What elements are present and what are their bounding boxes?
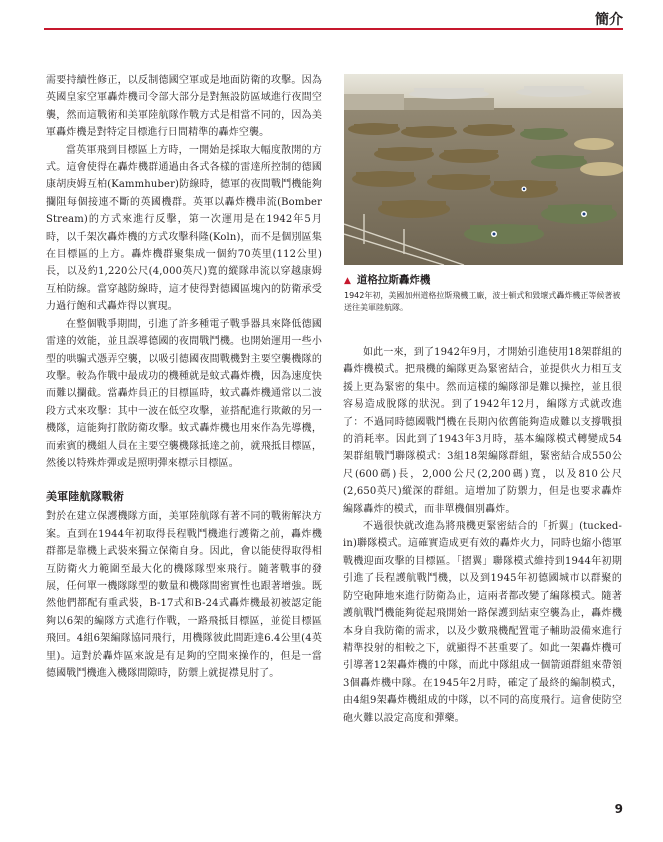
paragraph: 不過很快就改進為將飛機更緊密結合的「折翼」(tucked-in)聯隊模式。這確實造成更有效的轟炸火力，同時也縮小德軍戰機迎面攻擊的目標區。「摺翼」聯隊模式維持到1944年初期引進了長程護航戰鬥機，以及到1945年初德國城市以群聚的防空砲陣地來進行防衛為止，這兩者都改變了編隊模式。隨著護航戰鬥機能夠從起飛開始一路保護到結束空襲為止，轟炸機本身自我防衛的需求，以及少數飛機配置電子輔助設備來進行精準投射的相較之下，就顯得不甚重要了。如此一架轟炸機可引導著12架轟炸機的中隊，而此中隊組成一個箭頭群組來帶領3個轟炸機中隊。在1945年2月時，確定了最終的編制模式，由4組9架轟炸機組成的中隊，以不同的高度飛行。這會使防空砲火難以設定高度和彈藥。 — [343, 521, 622, 724]
photo-caption-title — [344, 272, 430, 287]
header-rule — [44, 28, 623, 30]
left-text-column — [46, 72, 322, 682]
page-number: 9 — [614, 802, 623, 816]
triangle-marker-icon: ▲ — [344, 276, 351, 286]
paragraph: 在整個戰爭期間，引進了許多種電子戰爭器具來降低德國雷達的效能，並且誤導德國的夜間戰鬥機。也開始運用一些小型的哄騙式憑弄空襲，以吸引德國夜間戰機對主要空襲機隊的攻擊。較為作戰中最成功的機種就是蚊式轟炸機，因為速度快而難以攔截。當轟炸員正的目標區時，蚊式轟炸機通常以二波段方式來攻擊：其中一波在低空攻擊，並搭配進行欺敵的另一機隊，這能夠打散防衛攻擊。蚊式轟炸機也用來作為先導機，而索賓的機組人員在主要空襲機隊抵達之前，就飛抵目標區，然後以特殊炸彈或是照明彈來標示目標區。 — [46, 318, 322, 469]
paragraph: 當英軍飛到目標區上方時，一開始是採取大幅度散開的方式。這會使得在轟炸機群通過由各式各樣的雷達所控制的德國康胡庚姆互柏(Kammhuber)防線時，德軍的夜間戰鬥機能夠攔阻每個接連不斷的英國機群。英軍以轟炸機串流(Bomber Stream)的方式來進行反擊，第一次運用是在1942年5月時，以千架次轟炸機的方式攻擊科隆(Koln)，而不是個別區集在目標區的上方。轟炸機群聚集成一個約70英里(112公里)長，以及約1,220公尺(4,000英尺)寬的縱隊串流以穿越康姆互柏防線。當穿越防線時，這才使得對德國區塊內的防衛承受力過行飽和式轟炸得以實現。 — [46, 144, 322, 313]
airfield-photo — [344, 74, 623, 265]
paragraph: 如此一來，到了1942年9月，才開始引進使用18架群組的轟炸機模式。把飛機的編隊更為緊密結合，並提供火力相互支援上更為緊密的集中。然而這樣的編隊卻是難以操控，並且很容易造成脫隊的狀況。到了1942年12月，編隊方式就改進了：不過同時德國戰鬥機在長期內依舊能夠造成難以支撐戰損的消耗率。因此到了1943年3月時，基本編隊模式轉變成54架群組戰鬥聯隊模式：3組18架編隊群組，緊密結合成550公尺(600碼)長，2,000公尺(2,200碼)寬，以及810公尺(2,650英尺)縱深的群組。這增加了防禦力，但是也要求轟炸編隊轟炸的模式，而非單機個別轟炸。 — [343, 347, 622, 515]
paragraph: 對於在建立保護機隊方面，美軍陸航隊有著不同的戰術解決方案。直到在1944年初取得長程戰鬥機進行護衛之前，轟炸機群都是靠機上武裝來獨立保衛自身。因此，會以能使得取得相互防衛火力範圍至最大化的機隊隊型來飛行。隨著戰事的發展，任何單一機隊隊型的數量和機隊間密實性也跟著增強。既然他們都配有重武裝，B-17式和B-24式轟炸機最初被認定能夠以6架的編隊方式進行作戰，一路飛抵目標區，並從目標區飛回。4組6架編隊協同飛行，用機隊彼此間距達6.4公里(4英里)。這對於轟炸區來說是有足夠的空間來操作的，但是一當德國戰鬥機進入機隊間隙時，防禦上就捉襟見肘了。 — [46, 511, 322, 679]
paragraph: 需要持續性修正，以反制德國空軍或是地面防衛的攻擊。因為英國皇家空軍轟炸機司令部大部分是對無設防區域進行夜間空襲，然而這戰術和美軍陸航隊作戰方式是相當不同的，因為美軍轟炸機是對特定目標進行日間精準的轟炸空襲。 — [46, 75, 322, 139]
section-heading: 美軍陸航隊戰術 — [46, 490, 125, 504]
page-header-title: 簡介 — [595, 12, 623, 28]
caption-title-text: 道格拉斯轟炸機 — [356, 274, 431, 286]
right-text-column — [343, 344, 622, 727]
photo-caption-text: 1942年初，美國加州道格拉斯飛機工廠，波士頓式和毀壞式轟炸機正等候著被送往美軍陸航隊。 — [344, 291, 621, 312]
